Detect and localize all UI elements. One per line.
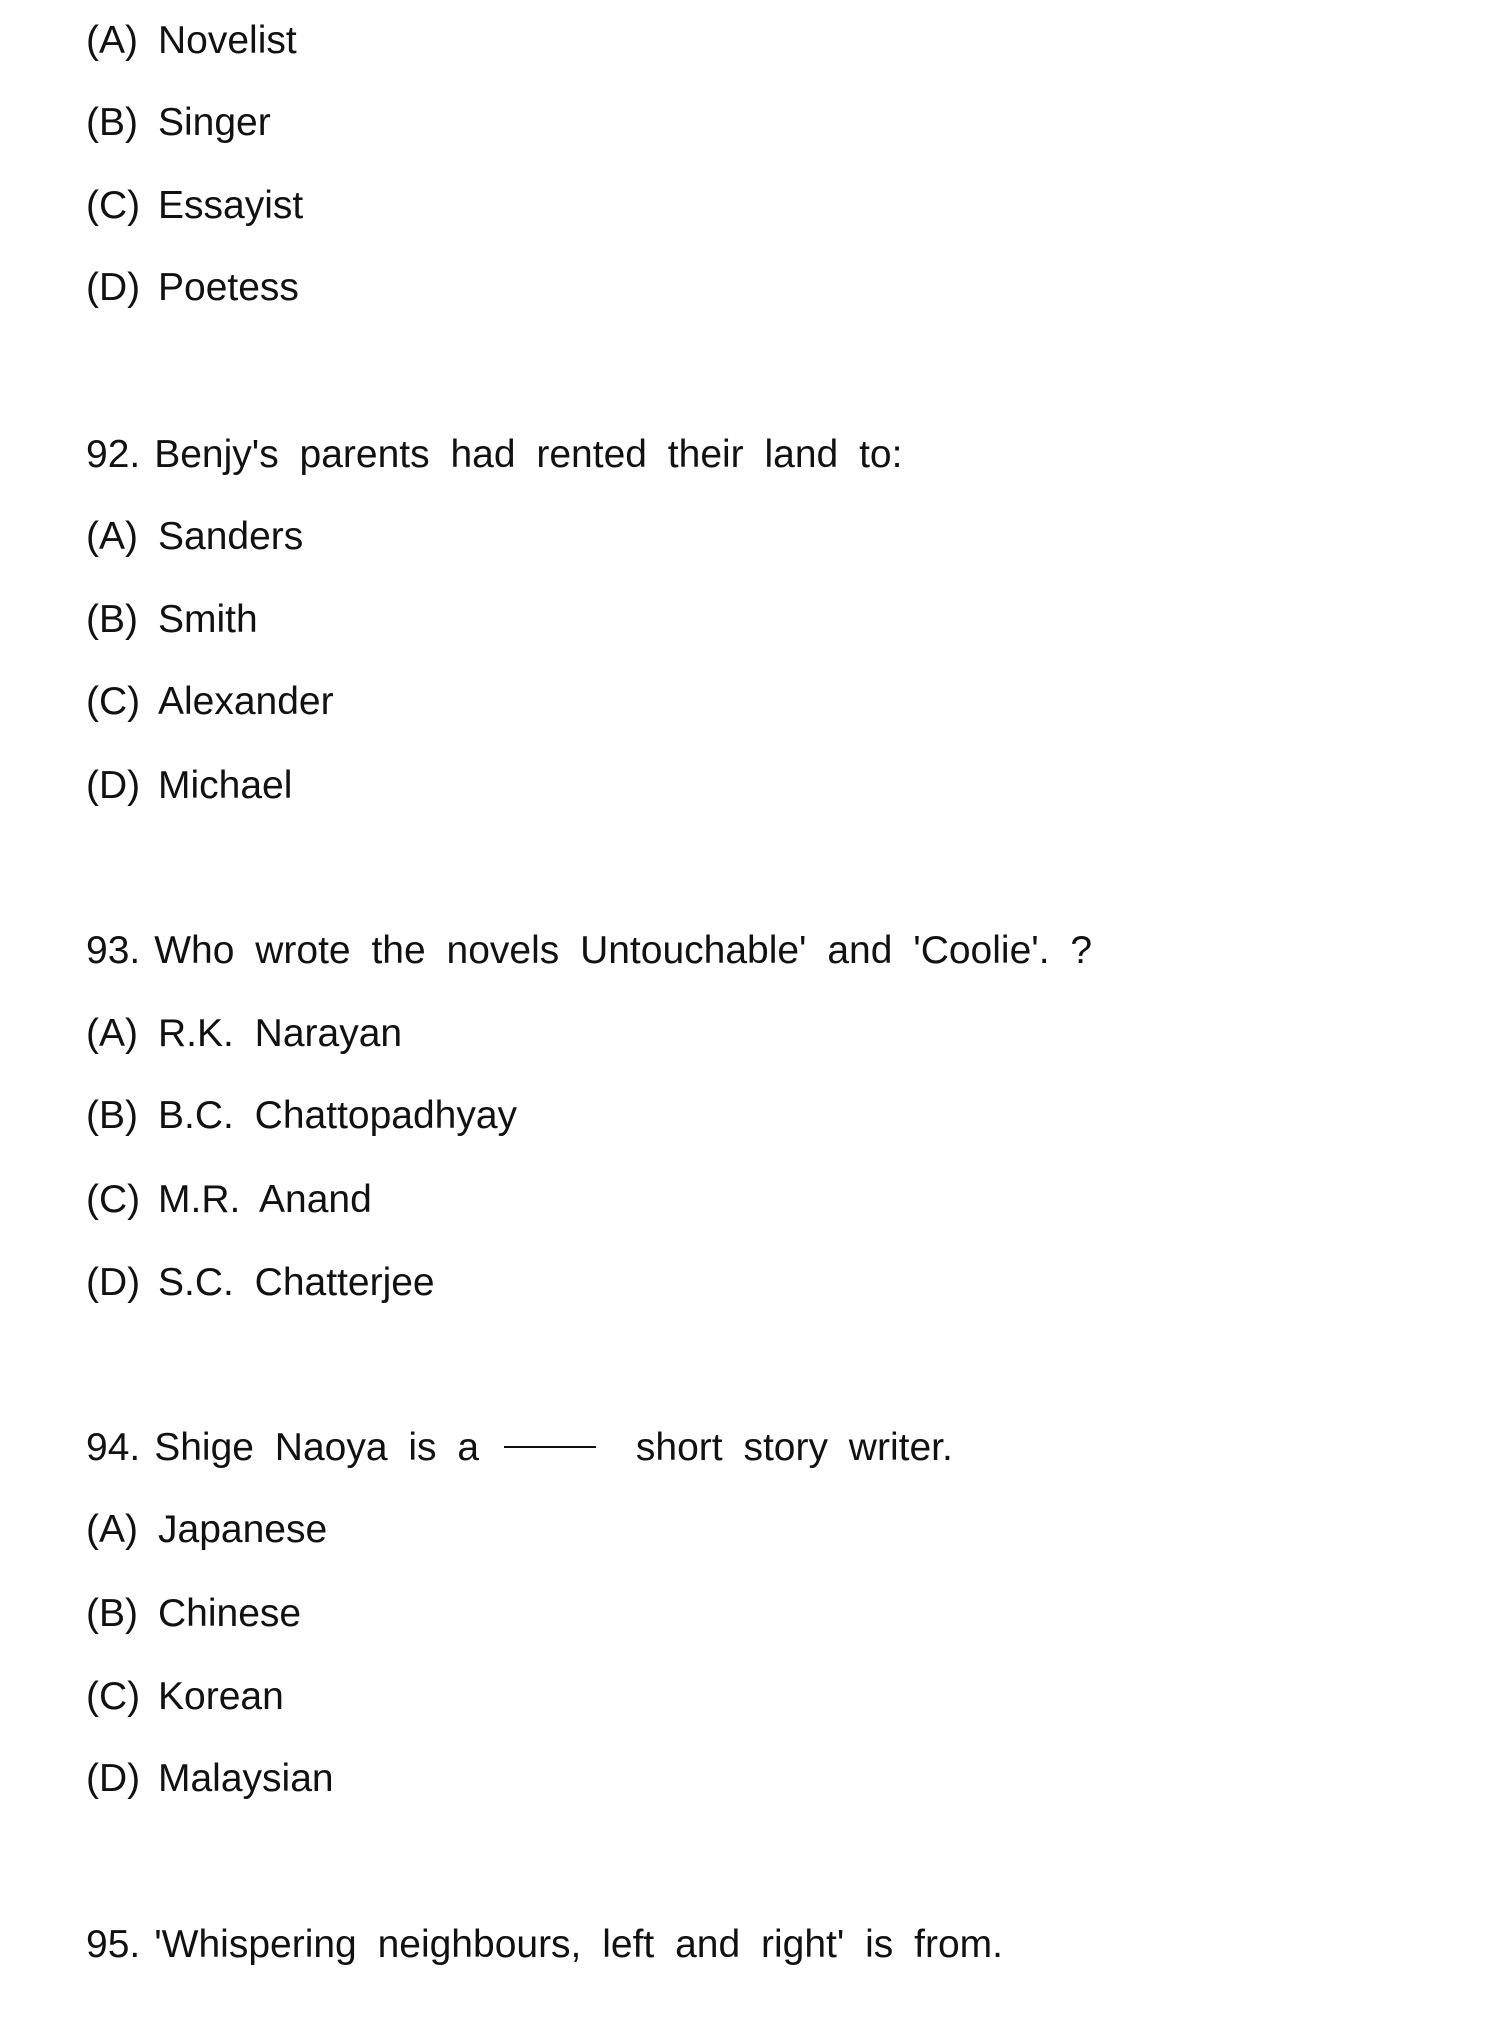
- q93-option-d: [86, 1260, 435, 1306]
- option-text: B.C. Chattopadhyay: [158, 1094, 518, 1137]
- option-text: Essayist: [158, 184, 304, 227]
- option-text: Smith: [158, 598, 258, 641]
- option-label: (B): [86, 101, 138, 144]
- option-text: Sanders: [158, 515, 304, 558]
- q93-question: [86, 928, 1092, 974]
- option-text: M.R. Anand: [158, 1178, 372, 1221]
- option-label: (B): [86, 598, 138, 641]
- option-text: Korean: [158, 1675, 284, 1718]
- option-text: Japanese: [158, 1508, 328, 1551]
- q94-question: [86, 1425, 953, 1471]
- option-label: (C): [86, 1178, 141, 1221]
- option-text: Malaysian: [158, 1757, 334, 1800]
- question-number: 95.: [86, 1923, 141, 1966]
- question-text: Who wrote the novels Untouchable' and 'Coolie'. ?: [154, 929, 1093, 972]
- option-label: (D): [86, 1757, 141, 1800]
- question-text-before: Shige Naoya is a: [154, 1426, 480, 1469]
- option-label: (D): [86, 266, 141, 309]
- option-label: (C): [86, 1675, 141, 1718]
- q92-option-c: [86, 679, 334, 725]
- q93-option-c: [86, 1177, 372, 1223]
- question-number: 92.: [86, 433, 141, 476]
- option-label: (D): [86, 1261, 141, 1304]
- q92-question: [86, 432, 902, 478]
- q92-option-d: [86, 763, 292, 809]
- q92-option-b: [86, 597, 258, 643]
- option-label: (D): [86, 764, 141, 807]
- q91-option-b: [86, 100, 271, 146]
- question-text-after: short story writer.: [635, 1426, 953, 1469]
- q91-option-a: [86, 18, 297, 64]
- option-label: (B): [86, 1094, 138, 1137]
- q93-option-a: [86, 1011, 402, 1057]
- question-number: 93.: [86, 929, 141, 972]
- option-text: Michael: [158, 764, 293, 807]
- fill-in-blank: [504, 1446, 596, 1448]
- option-text: R.K. Narayan: [158, 1012, 403, 1055]
- q93-option-b: [86, 1093, 517, 1139]
- question-number: 94.: [86, 1426, 141, 1469]
- question-text: Benjy's parents had rented their land to:: [154, 433, 903, 476]
- option-text: Novelist: [158, 19, 297, 62]
- q92-option-a: [86, 514, 303, 560]
- option-label: (C): [86, 184, 141, 227]
- q95-question: [86, 1922, 1003, 1968]
- option-label: (A): [86, 19, 138, 62]
- q91-option-c: [86, 183, 303, 229]
- option-text: S.C. Chatterjee: [158, 1261, 435, 1304]
- question-text: 'Whispering neighbours, left and right' is from.: [154, 1923, 1003, 1966]
- option-label: (A): [86, 1508, 138, 1551]
- option-label: (B): [86, 1592, 138, 1635]
- q94-option-a: [86, 1507, 327, 1553]
- option-text: Poetess: [158, 266, 299, 309]
- option-label: (C): [86, 680, 141, 723]
- option-label: (A): [86, 515, 138, 558]
- option-text: Alexander: [158, 680, 334, 723]
- q94-option-d: [86, 1756, 334, 1802]
- option-text: Chinese: [158, 1592, 302, 1635]
- option-label: (A): [86, 1012, 138, 1055]
- q91-option-d: [86, 265, 299, 311]
- q94-option-b: [86, 1591, 301, 1637]
- option-text: Singer: [158, 101, 271, 144]
- q94-option-c: [86, 1674, 284, 1720]
